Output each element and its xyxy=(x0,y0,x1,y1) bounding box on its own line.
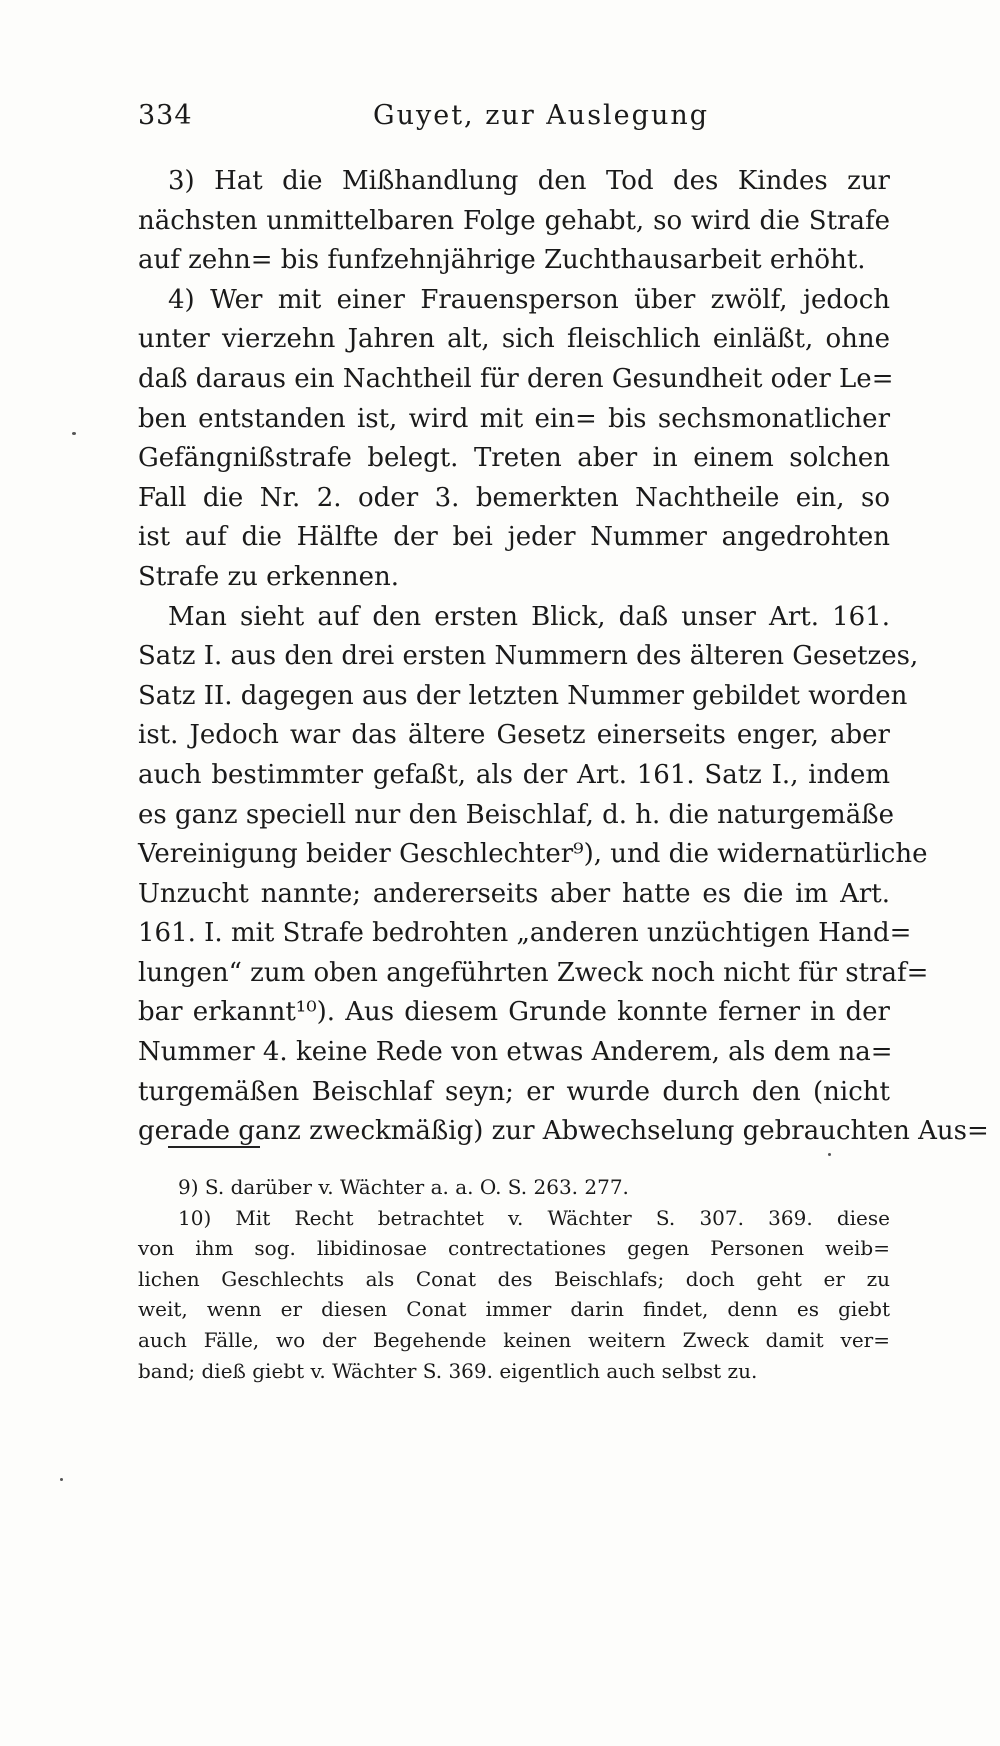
text-line: Gefängnißstrafe belegt. Treten aber in einem solchen xyxy=(138,443,890,474)
text-line: Strafe zu erkennen. xyxy=(138,561,400,592)
scan-speck xyxy=(828,1153,831,1156)
text-line: ist auf die Hälfte der bei jeder Nummer angedrohten xyxy=(138,522,890,553)
text-line: 161. I. mit Strafe bedrohten „anderen unzüchtigen Hand= xyxy=(138,918,912,949)
footnote-line: auch Fälle, wo der Begehende keinen weitern Zweck damit ver= xyxy=(138,1327,890,1352)
footnote-line: 10) Mit Recht betrachtet v. Wächter S. 307. 369. diese xyxy=(178,1205,890,1230)
page-number: 334 xyxy=(138,100,193,131)
footnote-separator xyxy=(168,1146,260,1148)
text-line: auch bestimmter gefaßt, als der Art. 161. Satz I., indem xyxy=(138,759,890,790)
text-line: turgemäßen Beischlaf seyn; er wurde durch den (nicht xyxy=(138,1076,890,1107)
text-line: 4) Wer mit einer Frauensperson über zwölf, jedoch xyxy=(168,284,890,315)
text-line: daß daraus ein Nachtheil für deren Gesundheit oder Le= xyxy=(138,363,894,394)
text-line: unter vierzehn Jahren alt, sich fleischlich einläßt, ohne xyxy=(138,324,890,355)
text-line: ben entstanden ist, wird mit ein= bis sechsmonatlicher xyxy=(138,403,890,434)
footnotes xyxy=(138,1172,890,1386)
text-line: gerade ganz zweckmäßig) zur Abwechselung gebrauchten Aus= xyxy=(138,1116,989,1147)
footnote-line: lichen Geschlechts als Conat des Beischlafs; doch geht er zu xyxy=(138,1266,890,1291)
text-line: Fall die Nr. 2. oder 3. bemerkten Nachtheile ein, so xyxy=(138,482,890,513)
scan-speck xyxy=(72,432,76,435)
text-line: Vereinigung beider Geschlechter⁹), und die widernatürliche xyxy=(138,839,928,870)
text-line: 3) Hat die Mißhandlung den Tod des Kindes zur xyxy=(168,166,890,196)
text-line: auf zehn= bis funfzehnjährige Zuchthausarbeit erhöht. xyxy=(138,245,866,276)
text-line: lungen“ zum oben angeführten Zweck noch nicht für straf= xyxy=(138,957,929,988)
text-line: Unzucht nannte; andererseits aber hatte es die im Art. xyxy=(138,878,890,909)
page-header xyxy=(138,100,878,140)
text-line: Nummer 4. keine Rede von etwas Anderem, als dem na= xyxy=(138,1037,893,1068)
footnote-line: von ihm sog. libidinosae contrectationes gegen Personen weib= xyxy=(138,1236,890,1261)
scan-speck xyxy=(60,1478,63,1481)
running-title: Guyet, zur Auslegung xyxy=(373,100,710,131)
footnote-line: band; dieß giebt v. Wächter S. 369. eigentlich auch selbst zu. xyxy=(138,1358,758,1383)
footnote-line: 9) S. darüber v. Wächter a. a. O. S. 263. 277. xyxy=(178,1175,629,1199)
text-line: bar erkannt¹⁰). Aus diesem Grunde konnte ferner in der xyxy=(138,997,890,1028)
text-line: Man sieht auf den ersten Blick, daß unser Art. 161. xyxy=(168,601,890,632)
text-line: nächsten unmittelbaren Folge gehabt, so wird die Strafe xyxy=(138,205,890,236)
footnote-line: weit, wenn er diesen Conat immer darin findet, denn es giebt xyxy=(138,1297,890,1322)
text-line: ist. Jedoch war das ältere Gesetz einerseits enger, aber xyxy=(138,720,890,751)
text-line: es ganz speciell nur den Beischlaf, d. h. die naturgemäße xyxy=(138,799,894,830)
main-text xyxy=(138,162,989,1152)
text-line: Satz II. dagegen aus der letzten Nummer gebildet worden xyxy=(138,680,908,711)
text-line: Satz I. aus den drei ersten Nummern des älteren Gesetzes, xyxy=(138,641,919,672)
